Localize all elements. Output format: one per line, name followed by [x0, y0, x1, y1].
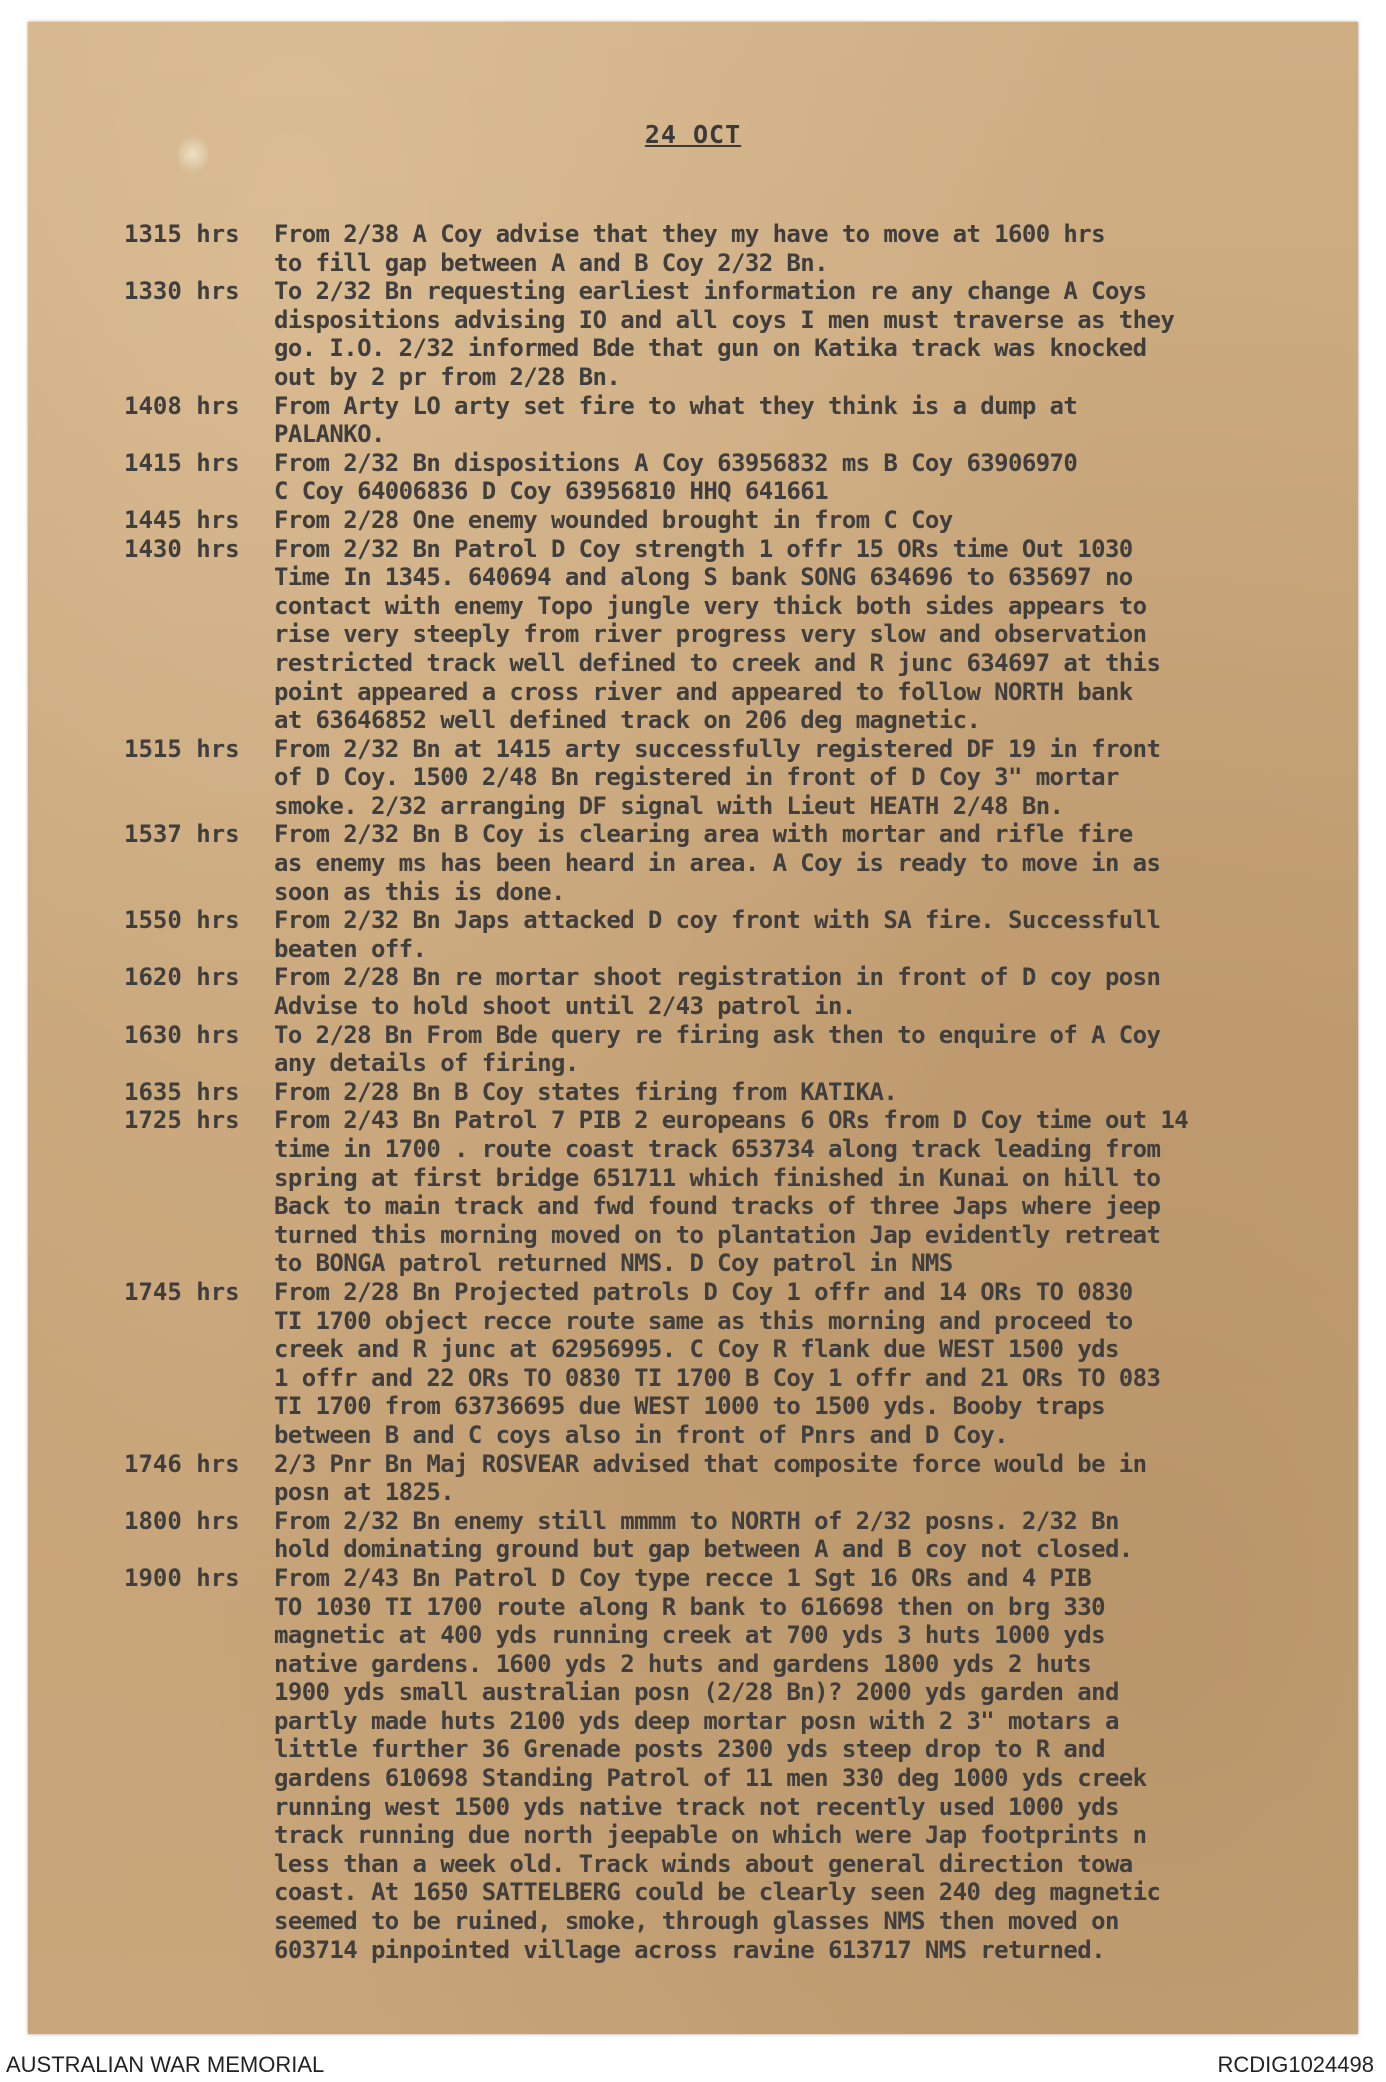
- entry-text: From Arty LO arty set fire to what they think is a dump at PALANKO.: [274, 391, 1078, 449]
- entry-time: 1620 hrs: [124, 963, 240, 992]
- entry-time: 1800 hrs: [124, 1506, 240, 1535]
- log-entry: [124, 1507, 1364, 1564]
- entry-time: 1515 hrs: [124, 734, 240, 763]
- log-entry: [124, 963, 1364, 1020]
- entry-text: From 2/32 Bn dispositions A Coy 63956832 ms B Coy 63906970 C Coy 64006836 D Coy 63956810 HHQ 641661: [274, 448, 1078, 506]
- log-entry: [124, 1078, 1364, 1107]
- entry-time: 1408 hrs: [124, 391, 240, 420]
- log-entry: [124, 1278, 1364, 1450]
- entry-time: 1745 hrs: [124, 1277, 240, 1306]
- war-diary-log: [124, 220, 1364, 1964]
- entry-text: From 2/28 Bn Projected patrols D Coy 1 offr and 14 ORs TO 0830 TI 1700 object recce route same as this morning and proceed to creek and R junc at 62956995. C Coy R flank due WEST 1500 yds 1 offr and 22 ORs TO 0830 TI 1700 B Coy 1 offr and 21 ORs TO 083 TI 1700 from 63736695 due WEST 1000 to 1500 yds. Booby traps between B and C coys also in front of Pnrs and D Coy.: [274, 1277, 1161, 1449]
- log-entry: [124, 277, 1364, 391]
- log-entry: [124, 1450, 1364, 1507]
- entry-text: From 2/32 Bn B Coy is clearing area with mortar and rifle fire as enemy ms has been heard in area. A Coy is ready to move in as soon as this is done.: [274, 820, 1161, 906]
- entry-text: From 2/43 Bn Patrol D Coy type recce 1 Sgt 16 ORs and 4 PIB TO 1030 TI 1700 route along R bank to 616698 then on brg 330 magnetic at 400 yds running creek at 700 yds 3 huts 1000 yds native gardens. 1600 yds 2 huts and gardens 1800 yds 2 huts 1900 yds small australian posn (2/28 Bn)? 2000 yds garden and partly made huts 2100 yds deep mortar posn with 2 3" motars a little further 36 Grenade posts 2300 yds steep drop to R and gardens 610698 Standing Patrol of 11 men 330 deg 1000 yds creek running west 1500 yds native track not recently used 1000 yds track running due north jeepable on which were Jap footprints n less than a week old. Track winds about general direction towa coast. At 1650 SATTELBERG could be clearly seen 240 deg magnetic seemed to be ruined, smoke, through glasses NMS then moved on 603714 pinpointed village across ravine 613717 NMS returned.: [274, 1563, 1161, 1964]
- entry-time: 1315 hrs: [124, 220, 240, 248]
- entry-text: From 2/28 Bn B Coy states firing from KATIKA.: [274, 1077, 898, 1106]
- entry-time: 1900 hrs: [124, 1563, 240, 1592]
- entry-text: From 2/28 Bn re mortar shoot registration in front of D coy posn Advise to hold shoot until 2/43 patrol in.: [274, 963, 1161, 1021]
- log-entry: [124, 449, 1364, 506]
- log-entry: [124, 735, 1364, 821]
- entry-time: 1445 hrs: [124, 505, 240, 534]
- log-entry: [124, 506, 1364, 535]
- log-entry: [124, 535, 1364, 735]
- entry-time: 1430 hrs: [124, 534, 240, 563]
- entry-text: From 2/32 Bn enemy still mmmm to NORTH of 2/32 posns. 2/32 Bn hold dominating ground but gap between A and B coy not closed.: [274, 1506, 1133, 1564]
- entry-time: 1330 hrs: [124, 277, 240, 306]
- log-entry: [124, 906, 1364, 963]
- entry-time: 1537 hrs: [124, 820, 240, 849]
- log-entry: [124, 1106, 1364, 1278]
- entry-text: From 2/28 One enemy wounded brought in from C Coy: [274, 505, 953, 534]
- log-entry: [124, 1021, 1364, 1078]
- log-entry: [124, 820, 1364, 906]
- entry-time: 1746 hrs: [124, 1449, 240, 1478]
- entry-time: 1550 hrs: [124, 906, 240, 935]
- entry-text: From 2/38 A Coy advise that they my have to move at 1600 hrs to fill gap between A and B Coy 2/32 Bn.: [274, 220, 1105, 277]
- entry-time: 1630 hrs: [124, 1020, 240, 1049]
- entry-time: 1725 hrs: [124, 1106, 240, 1135]
- document-page: [28, 22, 1358, 2034]
- entry-text: To 2/28 Bn From Bde query re firing ask then to enquire of A Coy any details of firing.: [274, 1020, 1161, 1078]
- log-entry: [124, 392, 1364, 449]
- entry-time: 1635 hrs: [124, 1077, 240, 1106]
- log-entry: [124, 1564, 1364, 1964]
- entry-text: From 2/43 Bn Patrol 7 PIB 2 europeans 6 ORs from D Coy time out 14 time in 1700 . route coast track 653734 along track leading from spring at first bridge 651711 which finished in Kunai on hill to Back to main track and fwd found tracks of three Japs where jeep turned this morning moved on to plantation Jap evidently retreat to BONGA patrol returned NMS. D Coy patrol in NMS: [274, 1106, 1189, 1278]
- entry-text: 2/3 Pnr Bn Maj ROSVEAR advised that composite force would be in posn at 1825.: [274, 1449, 1147, 1507]
- entry-text: From 2/32 Bn Patrol D Coy strength 1 offr 15 ORs time Out 1030 Time In 1345. 640694 and along S bank SONG 634696 to 635697 no contact with enemy Topo jungle very thick both sides appears to rise very steeply from river progress very slow and observation restricted track well defined to creek and R junc 634697 at this point appeared a cross river and appeared to follow NORTH bank at 63646852 well defined track on 206 deg magnetic.: [274, 534, 1161, 735]
- entry-text: From 2/32 Bn at 1415 arty successfully registered DF 19 in front of D Coy. 1500 2/48 Bn registered in front of D Coy 3" mortar smoke. 2/32 arranging DF signal with Lieut HEATH 2/48 Bn.: [274, 734, 1161, 820]
- entry-time: 1415 hrs: [124, 448, 240, 477]
- entry-text: To 2/32 Bn requesting earliest information re any change A Coys dispositions advising IO and all coys I men must traverse as they go. I.O. 2/32 informed Bde that gun on Katika track was knocked out by 2 pr from 2/28 Bn.: [274, 277, 1175, 391]
- footer-reference: RCDIG1024498: [1217, 2052, 1374, 2077]
- page-heading: 24 OCT: [644, 120, 742, 149]
- entry-text: From 2/32 Bn Japs attacked D coy front with SA fire. Successfull beaten off.: [274, 906, 1161, 963]
- footer-bar: [0, 2046, 1386, 2082]
- log-entry: [124, 220, 1364, 277]
- footer-source: AUSTRALIAN WAR MEMORIAL: [6, 2052, 325, 2077]
